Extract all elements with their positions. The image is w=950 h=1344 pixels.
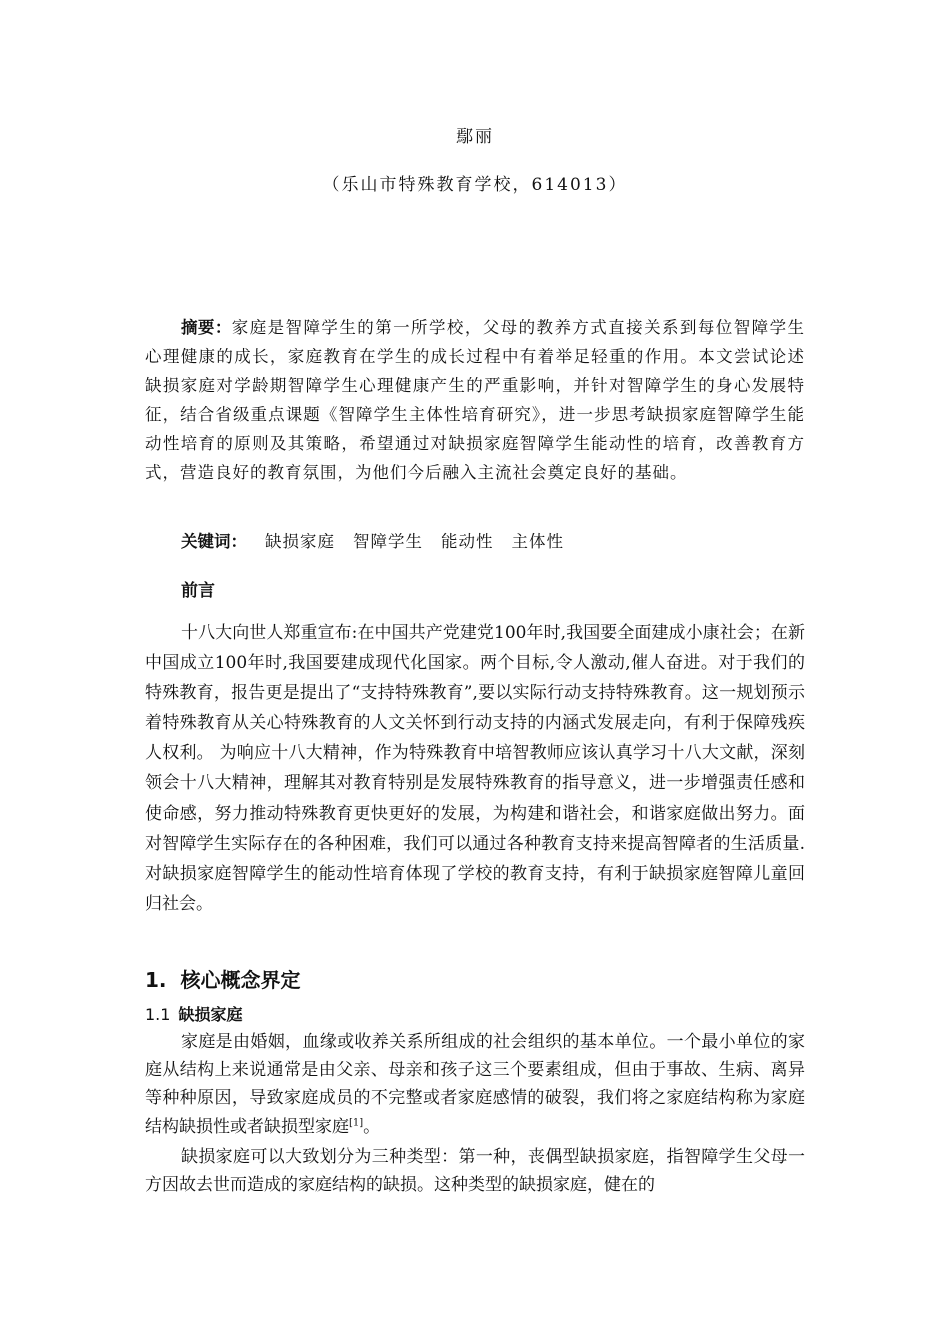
- keywords-label: 关键词：: [181, 532, 247, 551]
- keyword-item: 缺损家庭: [265, 532, 335, 551]
- family-paragraph-end: 。: [363, 1116, 381, 1137]
- abstract-label: 摘要：: [181, 318, 232, 337]
- citation-ref: [1]: [349, 1116, 364, 1128]
- keyword-item: 智障学生: [353, 532, 423, 551]
- subsection-number: 1.1: [145, 1005, 171, 1024]
- keywords-section: [145, 530, 805, 554]
- subsection-heading: [145, 1002, 805, 1025]
- abstract-text: 家庭是智障学生的第一所学校，父母的教养方式直接关系到每位智障学生心理健康的成长，家庭教育在学生的成长过程中有着举足轻重的作用。本文尝试论述缺损家庭对学龄期智障学生心理健康产生的严重影响，并针对智障学生的身心发展特征，结合省级重点课题《智障学生主体性培育研究》，进一步思考缺损家庭智障学生能动性培育的原则及其策略，希望通过对缺损家庭智障学生能动性的培育，改善教育方式，营造良好的教育氛围，为他们今后融入主流社会奠定良好的基础。: [145, 318, 806, 482]
- family-types: [145, 1143, 805, 1199]
- author-affiliation: （乐山市特殊教育学校，614013）: [322, 175, 628, 195]
- preface-paragraph: 十八大向世人郑重宣布:在中国共产党建党100年时,我国要全面建成小康社会；在新中国成立100年时,我国要建成现代化国家。两个目标,令人激动,催人奋进。对于我们的特殊教育，报告更是提出了“支持特殊教育”,要以实际行动支持特殊教育。这一规划预示着特殊教育从关心特殊教育的人文关怀到行动支持的内涵式发展走向，有利于保障残疾人权利。 为响应十八大精神，作为特殊教育中培智教师应该认真学习十八大文献，深刻领会十八大精神，理解其对教育特别是发展特殊教育的指导意义，进一步增强责任感和使命感，努力推动特殊教育更快更好的发展，为构建和谐社会，和谐家庭做出努力。面对智障学生实际存在的各种困难，我们可以通过各种教育支持来提高智障者的生活质量.对缺损家庭智障学生的能动性培育体现了学校的教育支持，有利于缺损家庭智障儿童回归社会。: [145, 623, 805, 914]
- types-paragraph: 缺损家庭可以大致划分为三种类型：第一种，丧偶型缺损家庭，指智障学生父母一方因故去世而造成的家庭结构的缺损。这种类型的缺损家庭，健在的: [145, 1147, 805, 1196]
- keyword-item: 能动性: [441, 532, 494, 551]
- section-title: 核心概念界定: [180, 968, 301, 992]
- preface-heading: 前言: [181, 581, 215, 601]
- subsection-title: 缺损家庭: [178, 1005, 243, 1024]
- preface-body: [145, 618, 805, 919]
- family-paragraph: [145, 1028, 805, 1141]
- section-number: 1.: [145, 968, 167, 992]
- author-name: 鄢丽: [456, 127, 494, 147]
- abstract-paragraph: [145, 313, 805, 487]
- abstract-section: [145, 313, 805, 487]
- family-paragraph-text: 家庭是由婚姻，血缘或收养关系所组成的社会组织的基本单位。一个最小单位的家庭从结构上来说通常是由父亲、母亲和孩子这三个要素组成，但由于事故、生病、离异等种种原因，导致家庭成员的不完整或者家庭感情的破裂，我们将之家庭结构称为家庭结构缺损性或者缺损型家庭: [145, 1032, 805, 1137]
- keyword-item: 主体性: [511, 532, 564, 551]
- family-definition: [145, 1028, 805, 1141]
- section-heading: [145, 964, 805, 993]
